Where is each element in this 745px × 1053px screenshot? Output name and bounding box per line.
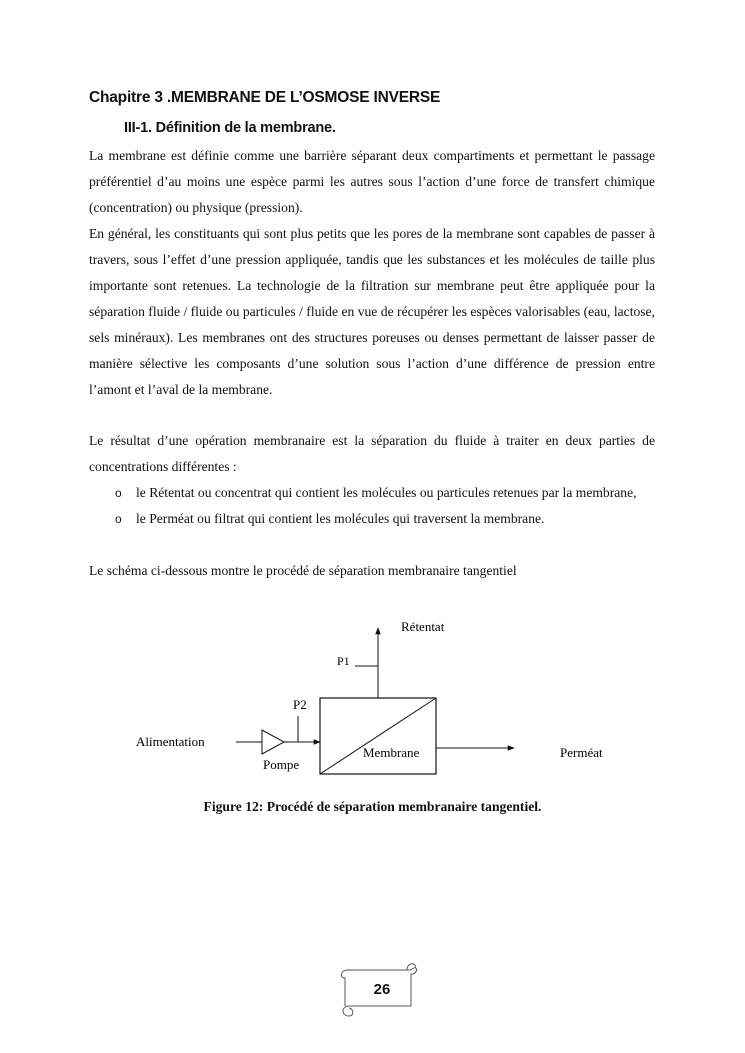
- label-permeat: Perméat: [560, 745, 603, 760]
- bullet-marker: o: [115, 512, 122, 526]
- section-title: III-1. Définition de la membrane.: [124, 120, 336, 136]
- label-membrane: Membrane: [363, 745, 420, 760]
- bullet-text-permeat: le Perméat ou filtrat qui contient les molécules qui traversent la membrane.: [136, 511, 545, 526]
- list-item: [89, 506, 655, 532]
- chapter-title: Chapitre 3 .MEMBRANE DE L’OSMOSE INVERSE: [89, 89, 441, 106]
- bullet-list: [89, 480, 655, 532]
- label-p1: P1: [337, 654, 350, 668]
- label-alimentation: Alimentation: [136, 734, 205, 749]
- page-number: 26: [373, 981, 391, 998]
- bullet-marker: o: [115, 486, 122, 500]
- label-retentat: Rétentat: [401, 619, 445, 634]
- membrane-diagram: [120, 610, 640, 780]
- list-item: [89, 480, 655, 506]
- label-p2: P2: [293, 697, 307, 712]
- paragraph-result: Le résultat d’une opération membranaire est la séparation du fluide à traiter en deux parties de concentrations différentes :: [89, 433, 655, 474]
- figure-caption: Figure 12: Procédé de séparation membranaire tangentiel.: [203, 799, 542, 814]
- paragraph-schema-intro: Le schéma ci-dessous montre le procédé de séparation membranaire tangentiel: [89, 563, 517, 578]
- pump-icon: [262, 730, 284, 754]
- diagram-svg: [120, 610, 640, 780]
- bullet-text-retentat: le Rétentat ou concentrat qui contient les molécules ou particules retenues par la membrane,: [136, 485, 637, 500]
- paragraph-definition: La membrane est définie comme une barrière séparant deux compartiments et permettant le passage préférentiel d’au moins une espèce parmi les autres sous l’action d’une force de transfert chimique (concentration) ou physique (pression).: [89, 148, 655, 215]
- membrane-diagonal: [320, 698, 436, 774]
- label-pompe: Pompe: [263, 757, 300, 772]
- paragraph-general: En général, les constituants qui sont plus petits que les pores de la membrane sont capables de passer à travers, sous l’effet d’une pression appliquée, tandis que les substances et les molécules de taille plus importante sont retenues. La technologie de la filtration sur membrane peut être appliquée pour la séparation fluide / fluide ou particules / fluide en vue de récupérer les espèces valorisables (eau, lactose, sels minéraux). Les membranes ont des structures poreuses ou denses permettant de laisser passer de manière sélective les composants d’une solution sous l’action d’une différence de pression entre l’amont et l’aval de la membrane.: [89, 226, 655, 397]
